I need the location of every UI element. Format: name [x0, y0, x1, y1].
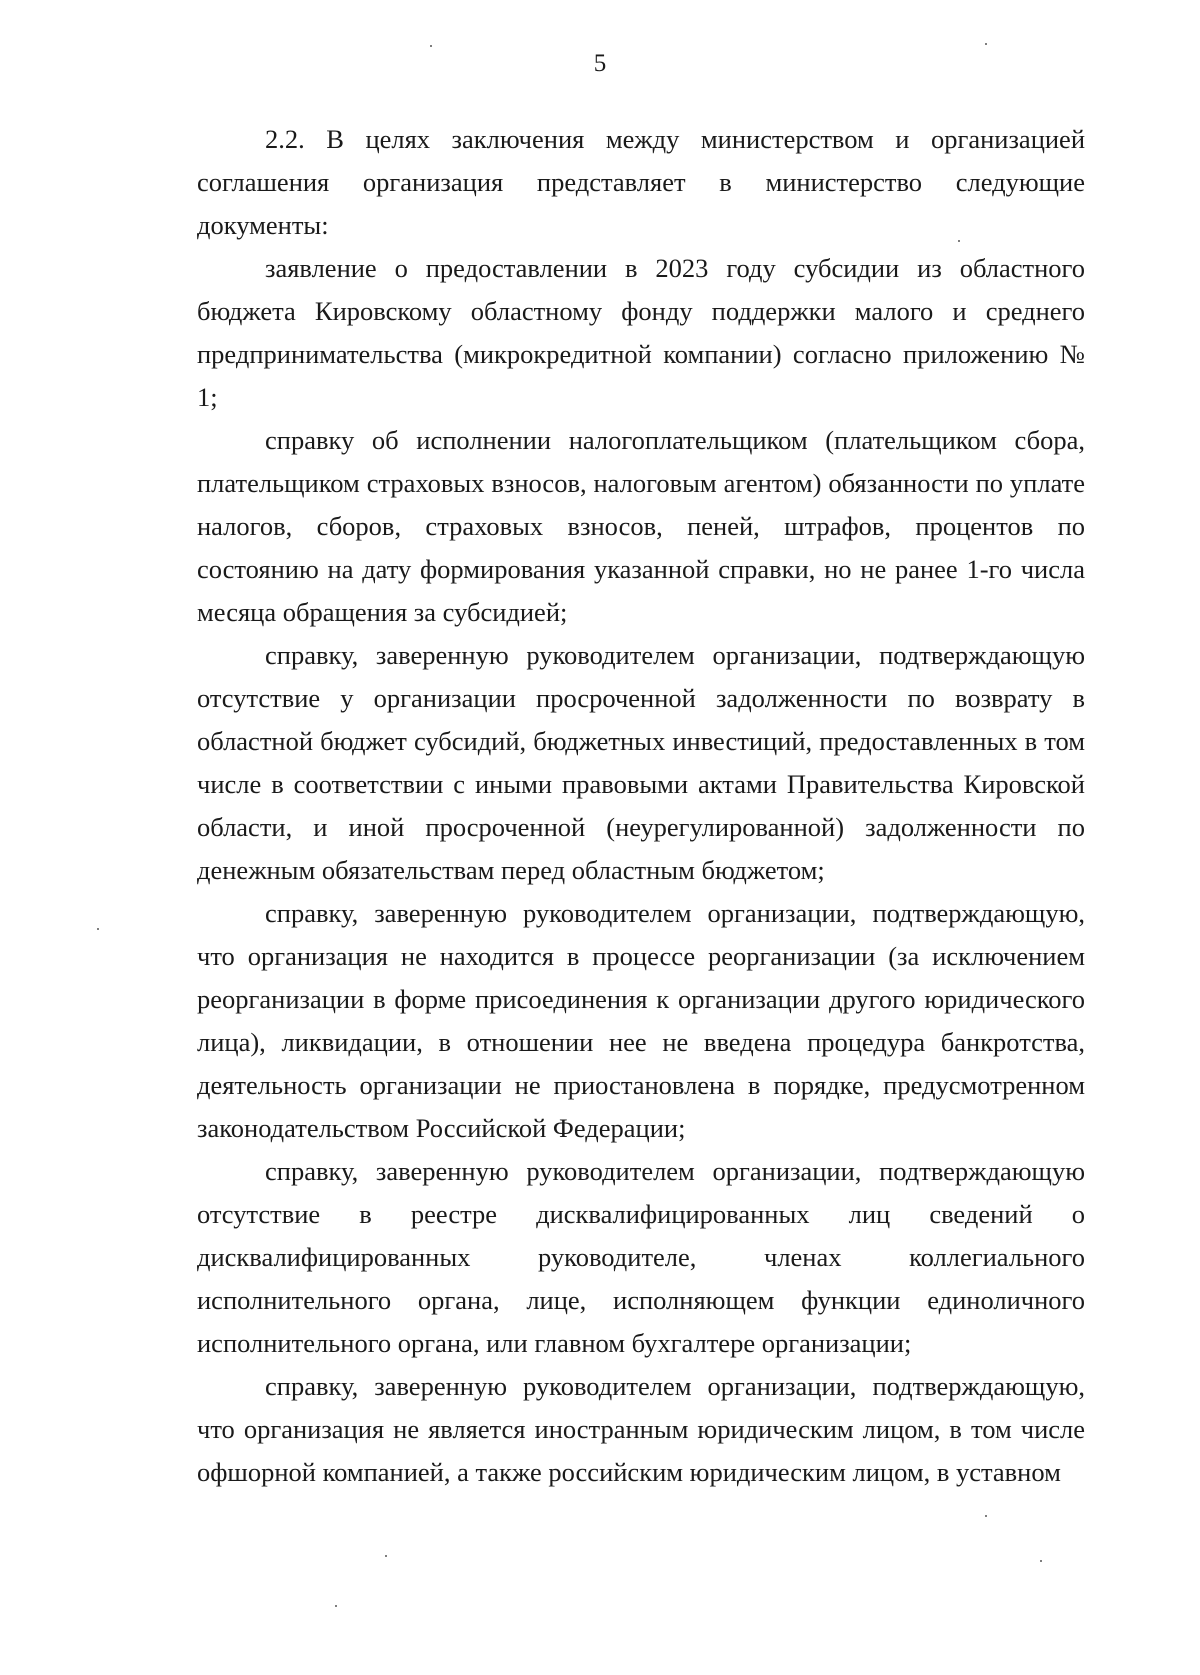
document-body: [197, 118, 1085, 1494]
paragraph-application: заявление о предоставлении в 2023 году субсидии из областного бюджета Кировскому областному фонду поддержки малого и среднего предпринимательства (микрокредитной компании) согласно приложению № 1;: [197, 253, 1085, 412]
scan-speck: [335, 1605, 337, 1607]
scan-speck: [985, 1515, 987, 1517]
scan-speck: [385, 1555, 387, 1557]
scan-speck: [1040, 1560, 1042, 1562]
paragraph-no-reorganization-certificate: справку, заверенную руководителем организации, подтверждающую, что организация не находится в процессе реорганизации (за исключением реорганизации в форме присоединения к организации другого юридического лица), ликвидации, в отношении нее не введена процедура банкротства, деятельность организации не приостановлена в порядке, предусмотренном законодательством Российской Федерации;: [197, 898, 1085, 1143]
paragraph-intro: 2.2. В целях заключения между министерством и организацией соглашения организация представляет в министерство следующие документы:: [197, 124, 1085, 240]
scan-speck: [430, 45, 432, 47]
page-number: 5: [593, 50, 607, 77]
paragraph-foreign-entity-certificate: справку, заверенную руководителем организации, подтверждающую, что организация не является иностранным юридическим лицом, в том числе офшорной компанией, а также российским юридическим лицом, в уставном: [197, 1371, 1085, 1487]
scan-speck: [958, 240, 960, 242]
scan-speck: [985, 43, 987, 45]
paragraph-disqualified-persons-certificate: справку, заверенную руководителем организации, подтверждающую отсутствие в реестре дисквалифицированных лиц сведений о дисквалифицированных руководителе, членах коллегиального исполнительного органа, лице, исполняющем функции единоличного исполнительного органа, или главном бухгалтере организации;: [197, 1156, 1085, 1358]
scan-speck: [97, 928, 99, 930]
paragraph-no-debt-certificate: справку, заверенную руководителем организации, подтверждающую отсутствие у организации просроченной задолженности по возврату в областной бюджет субсидий, бюджетных инвестиций, предоставленных в том числе в соответствии с иными правовыми актами Правительства Кировской области, и иной просроченной (неурегулированной) задолженности по денежным обязательствам перед областным бюджетом;: [197, 640, 1085, 885]
paragraph-tax-certificate: справку об исполнении налогоплательщиком (плательщиком сбора, плательщиком страховых взносов, налоговым агентом) обязанности по уплате налогов, сборов, страховых взносов, пеней, штрафов, процентов по состоянию на дату формирования указанной справки, но не ранее 1-го числа месяца обращения за субсидией;: [197, 425, 1085, 627]
